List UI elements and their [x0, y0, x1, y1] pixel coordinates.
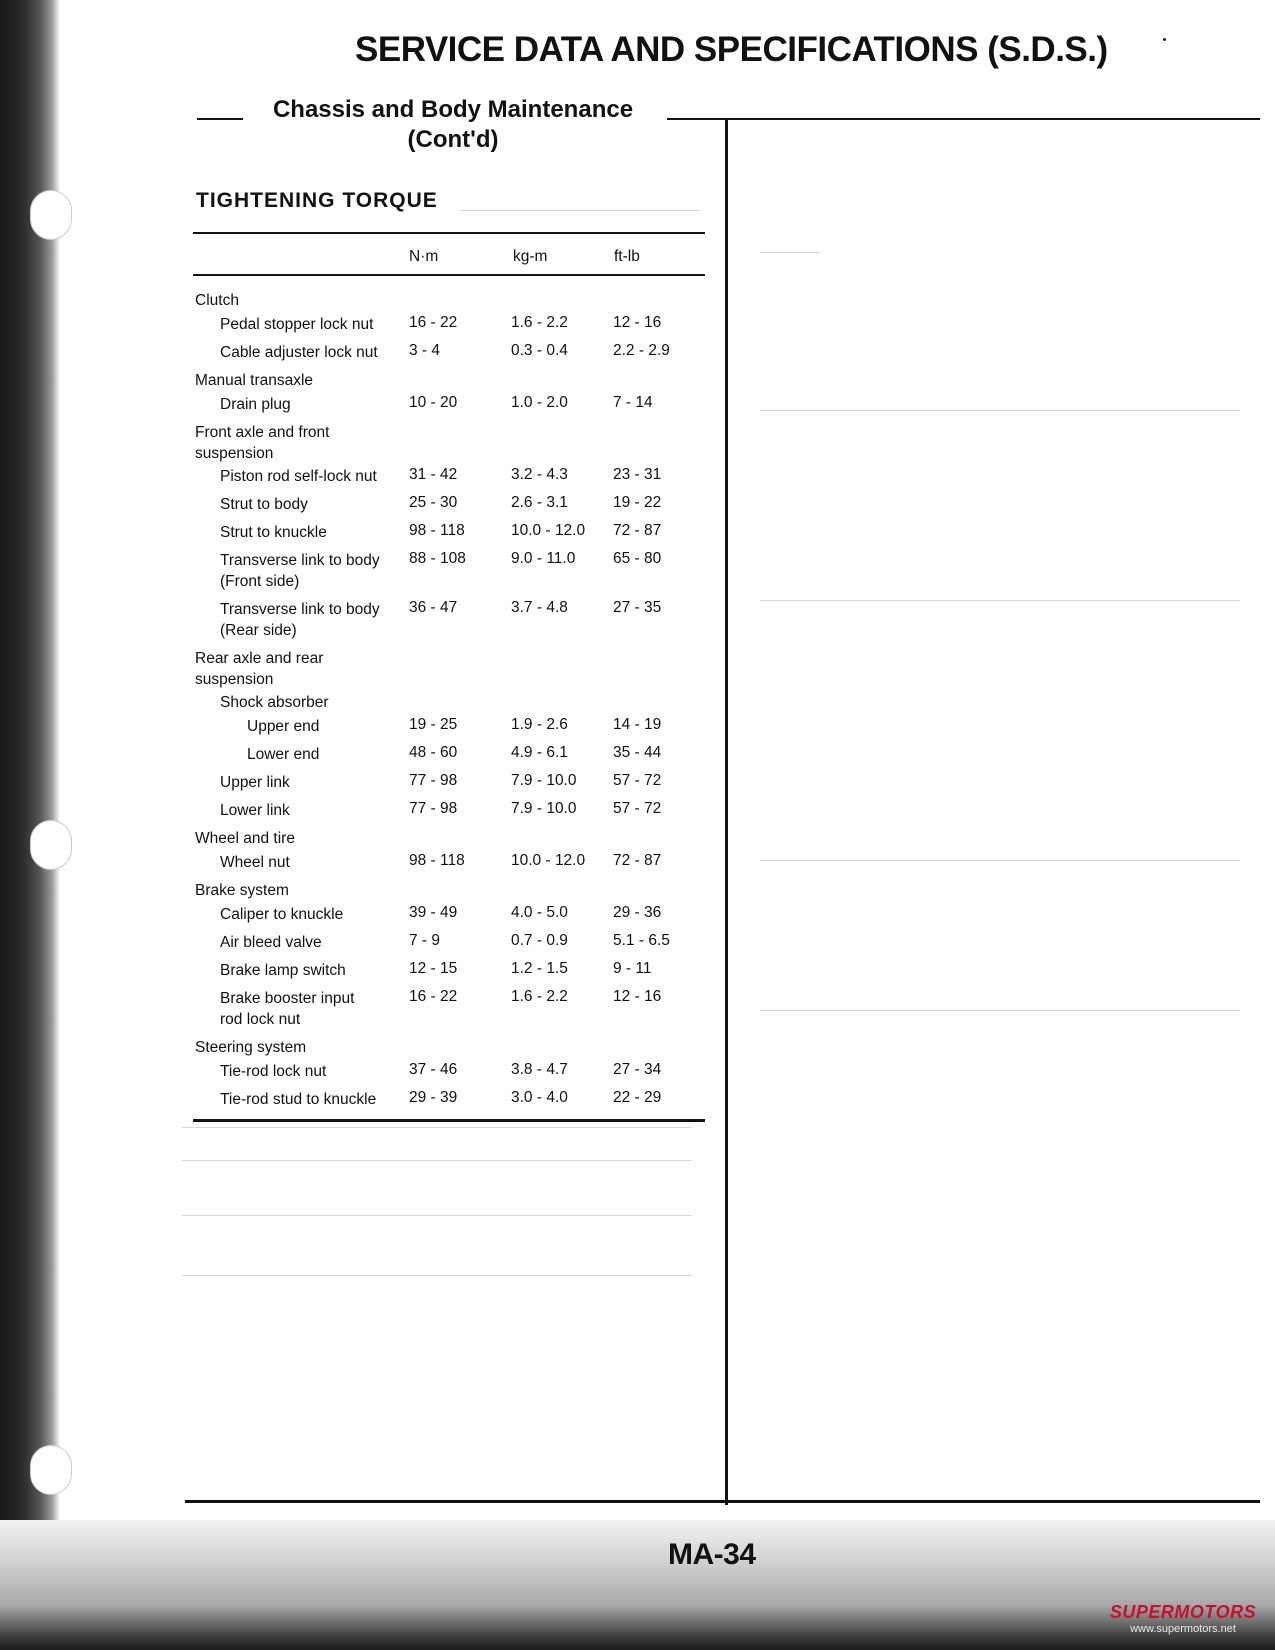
- group-heading: [193, 364, 705, 388]
- section-rule: [667, 118, 1260, 120]
- item-label: Air bleed valve: [220, 934, 322, 951]
- page-title: SERVICE DATA AND SPECIFICATIONS (S.D.S.): [355, 30, 1108, 69]
- value-kgm: 1.6 - 2.2: [511, 988, 568, 1005]
- item-label: Cable adjuster lock nut: [220, 344, 378, 361]
- faint-bleed-line: [182, 1127, 692, 1128]
- value-nm: 37 - 46: [409, 1061, 458, 1078]
- item-label: Transverse link to body (Rear side): [220, 601, 380, 639]
- value-nm: 10 - 20: [409, 394, 458, 411]
- item-label: Brake lamp switch: [220, 962, 346, 979]
- group-name: Clutch: [195, 292, 239, 309]
- value-ftlb: 7 - 14: [613, 394, 653, 411]
- group-heading: [193, 642, 705, 686]
- value-nm: 16 - 22: [409, 314, 458, 331]
- table-row: [193, 1083, 705, 1111]
- table-row: [193, 794, 705, 822]
- value-ftlb: 2.2 - 2.9: [613, 342, 670, 359]
- table-row: [193, 544, 705, 593]
- faint-bleed-line: [760, 410, 1240, 411]
- item-label: Lower end: [247, 746, 320, 763]
- table-row: [193, 460, 705, 488]
- page-number: MA-34: [668, 1538, 756, 1571]
- table-row: [193, 926, 705, 954]
- value-ftlb: 12 - 16: [613, 988, 662, 1005]
- value-kgm: 7.9 - 10.0: [511, 772, 577, 789]
- table-row: [193, 898, 705, 926]
- item-label: Strut to knuckle: [220, 524, 327, 541]
- watermark-brand: SUPERMOTORS: [1109, 1602, 1257, 1622]
- item-label: Wheel nut: [220, 854, 290, 871]
- value-nm: 3 - 4: [409, 342, 441, 359]
- item-label: Tie-rod stud to knuckle: [220, 1091, 377, 1108]
- punch-hole: [30, 1445, 72, 1495]
- speck: [1163, 38, 1166, 41]
- value-ftlb: 72 - 87: [613, 852, 662, 869]
- value-kgm: 3.8 - 4.7: [511, 1061, 568, 1078]
- column-header-kgm: kg-m: [513, 248, 548, 265]
- item-label: Brake booster input rod lock nut: [220, 990, 355, 1028]
- watermark-logo: [1098, 1602, 1268, 1642]
- table-row: [193, 954, 705, 982]
- value-ftlb: 19 - 22: [613, 494, 662, 511]
- value-kgm: 0.3 - 0.4: [511, 342, 568, 359]
- value-kgm: 7.9 - 10.0: [511, 800, 577, 817]
- value-kgm: 1.6 - 2.2: [511, 314, 568, 331]
- table-row: [193, 336, 705, 364]
- group-name: Rear axle and rear suspension: [195, 650, 324, 688]
- group-heading: [193, 284, 705, 308]
- section-rule: [197, 118, 243, 120]
- value-ftlb: 23 - 31: [613, 466, 662, 483]
- item-label: Upper end: [247, 718, 320, 735]
- value-nm: 16 - 22: [409, 988, 458, 1005]
- group-heading: [193, 822, 705, 846]
- value-kgm: 1.9 - 2.6: [511, 716, 568, 733]
- item-label: Caliper to knuckle: [220, 906, 344, 923]
- subgroup-heading: [193, 686, 705, 710]
- item-label: Piston rod self-lock nut: [220, 468, 377, 485]
- faint-bleed-line: [760, 252, 820, 253]
- faint-bleed-line: [182, 1215, 692, 1216]
- item-label: Lower link: [220, 802, 290, 819]
- value-kgm: 3.7 - 4.8: [511, 599, 568, 616]
- watermark-url: www.supermotors.net: [1130, 1623, 1236, 1635]
- group-name: Wheel and tire: [195, 830, 295, 847]
- item-label: Strut to body: [220, 496, 308, 513]
- group-heading: [193, 416, 705, 460]
- value-nm: 36 - 47: [409, 599, 458, 616]
- value-kgm: 3.2 - 4.3: [511, 466, 568, 483]
- table-row: [193, 766, 705, 794]
- table-row: [193, 488, 705, 516]
- value-nm: 98 - 118: [409, 522, 465, 539]
- column-header-nm: N·m: [409, 248, 439, 265]
- table-row: [193, 1055, 705, 1083]
- faint-bleed-line: [182, 1160, 692, 1161]
- value-kgm: 10.0 - 12.0: [511, 522, 586, 539]
- group-name: Manual transaxle: [195, 372, 314, 389]
- punch-hole: [30, 820, 72, 870]
- column-divider: [725, 120, 728, 1505]
- torque-table: [193, 232, 705, 1122]
- item-label: Tie-rod lock nut: [220, 1063, 327, 1080]
- item-label: Pedal stopper lock nut: [220, 316, 374, 333]
- value-nm: 77 - 98: [409, 772, 458, 789]
- value-kgm: 9.0 - 11.0: [511, 550, 576, 567]
- value-kgm: 1.2 - 1.5: [511, 960, 568, 977]
- table-header-row: [193, 234, 705, 274]
- value-ftlb: 72 - 87: [613, 522, 662, 539]
- faint-bleed-line: [760, 1010, 1240, 1011]
- value-ftlb: 35 - 44: [613, 744, 662, 761]
- value-kgm: 2.6 - 3.1: [511, 494, 568, 511]
- column-header-ftlb: ft-lb: [614, 248, 640, 265]
- value-nm: 19 - 25: [409, 716, 458, 733]
- value-nm: 77 - 98: [409, 800, 458, 817]
- value-ftlb: 12 - 16: [613, 314, 662, 331]
- value-nm: 7 - 9: [409, 932, 441, 949]
- table-row: [193, 593, 705, 642]
- value-ftlb: 29 - 36: [613, 904, 662, 921]
- table-row: [193, 308, 705, 336]
- value-kgm: 0.7 - 0.9: [511, 932, 568, 949]
- value-kgm: 3.0 - 4.0: [511, 1089, 568, 1106]
- faint-bleed-line: [460, 210, 700, 211]
- tightening-torque-heading: TIGHTENING TORQUE: [196, 189, 438, 212]
- value-ftlb: 57 - 72: [613, 800, 662, 817]
- group-name: Front axle and front suspension: [195, 424, 330, 462]
- value-ftlb: 27 - 35: [613, 599, 662, 616]
- table-row: [193, 846, 705, 874]
- value-nm: 98 - 118: [409, 852, 465, 869]
- group-name: Brake system: [195, 882, 289, 899]
- value-nm: 39 - 49: [409, 904, 458, 921]
- bottom-rule: [185, 1500, 1260, 1503]
- scan-footer-shading: [0, 1520, 1275, 1650]
- faint-bleed-line: [182, 1275, 692, 1276]
- value-kgm: 10.0 - 12.0: [511, 852, 586, 869]
- value-ftlb: 14 - 19: [613, 716, 662, 733]
- value-kgm: 4.9 - 6.1: [511, 744, 568, 761]
- value-kgm: 1.0 - 2.0: [511, 394, 568, 411]
- value-nm: 88 - 108: [409, 550, 466, 567]
- section-title: [243, 95, 663, 155]
- value-ftlb: 65 - 80: [613, 550, 662, 567]
- item-label: Transverse link to body (Front side): [220, 552, 380, 590]
- subgroup-name: Shock absorber: [220, 694, 329, 711]
- value-nm: 25 - 30: [409, 494, 458, 511]
- faint-bleed-line: [760, 860, 1240, 861]
- punch-hole: [30, 190, 72, 240]
- section-title-main: Chassis and Body Maintenance: [272, 96, 634, 123]
- table-row: [193, 516, 705, 544]
- value-nm: 29 - 39: [409, 1089, 458, 1106]
- value-nm: 48 - 60: [409, 744, 458, 761]
- group-heading: [193, 1031, 705, 1055]
- value-kgm: 4.0 - 5.0: [511, 904, 568, 921]
- item-label: Drain plug: [220, 396, 291, 413]
- value-nm: 12 - 15: [409, 960, 458, 977]
- faint-bleed-line: [760, 600, 1240, 601]
- group-name: Steering system: [195, 1039, 307, 1056]
- item-label: Upper link: [220, 774, 290, 791]
- section-title-cont: (Cont'd): [407, 126, 499, 153]
- value-ftlb: 5.1 - 6.5: [613, 932, 670, 949]
- value-nm: 31 - 42: [409, 466, 458, 483]
- value-ftlb: 27 - 34: [613, 1061, 662, 1078]
- value-ftlb: 9 - 11: [613, 960, 652, 977]
- table-row: [193, 388, 705, 416]
- value-ftlb: 57 - 72: [613, 772, 662, 789]
- table-rule-bottom: [193, 1119, 705, 1122]
- table-row: [193, 982, 705, 1031]
- group-heading: [193, 874, 705, 898]
- table-row: [193, 738, 705, 766]
- table-row: [193, 710, 705, 738]
- value-ftlb: 22 - 29: [613, 1089, 662, 1106]
